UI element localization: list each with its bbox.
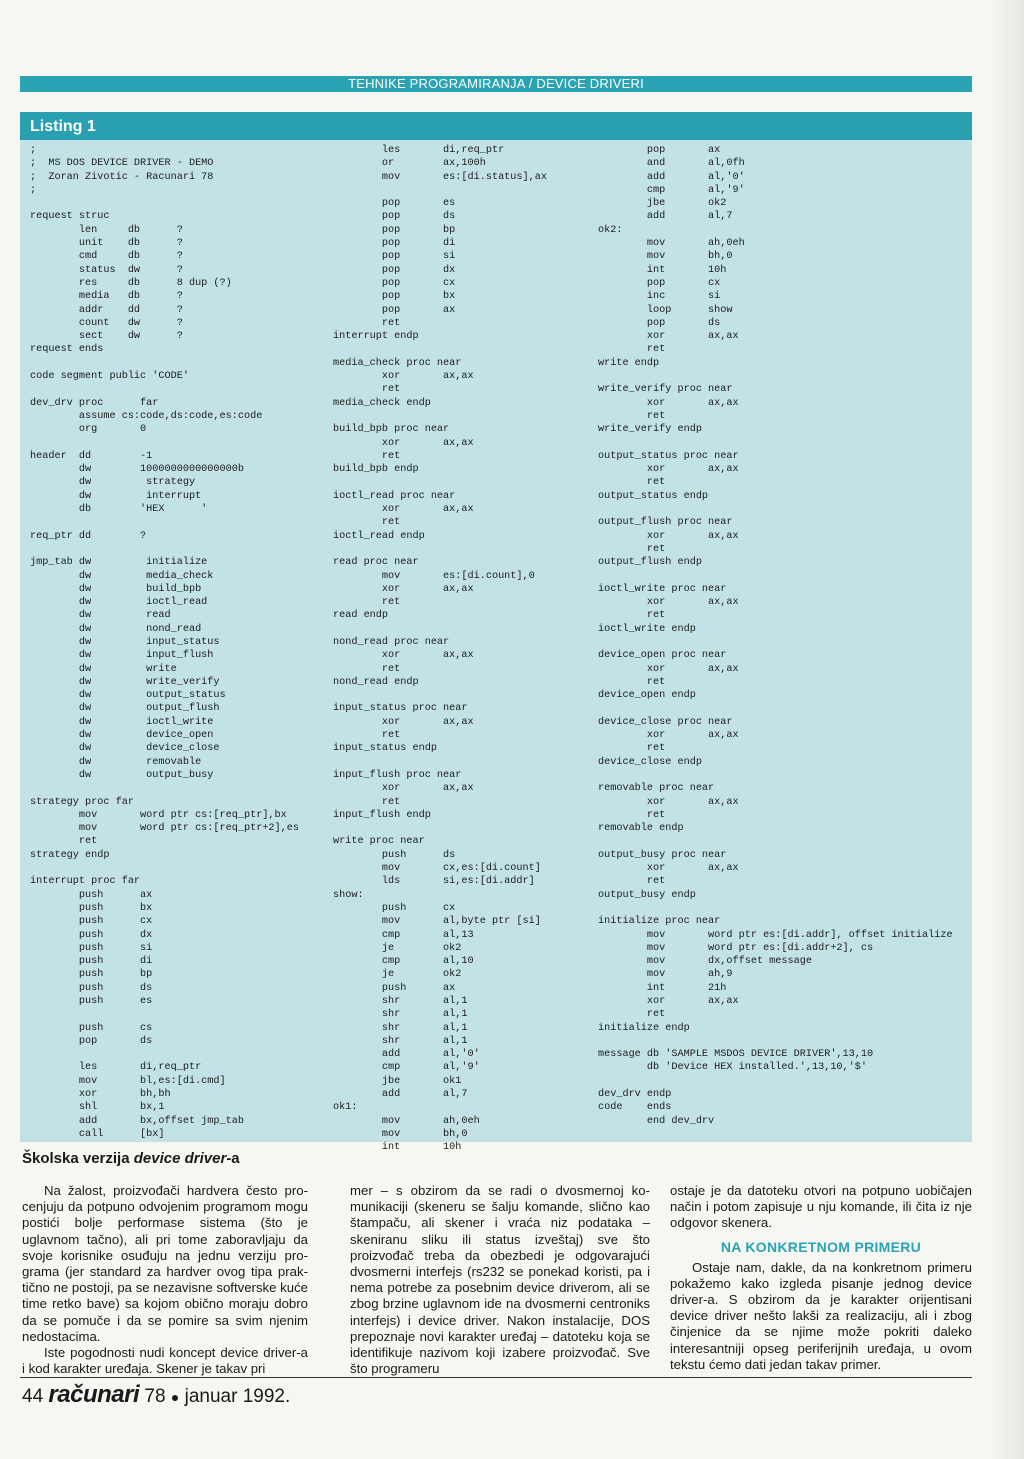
listing-caption	[22, 1150, 240, 1167]
code-column-3: pop ax and al,0fh add al,'0' cmp al,'9' jbe ok2 add al,7 ok2: mov ah,0eh mov bh,0 int 10h pop cx inc si loop show pop ds xor ax,ax ret write endp write_verify proc near xor ax,ax ret write_verify endp output_status proc near xor ax,ax ret output_status endp output_flush proc near xor ax,ax ret output_flush endp ioctl_write proc near xor ax,ax ret ioctl_write endp device_open proc near xor ax,ax ret device_open endp device_close proc near xor ax,ax ret device_close endp removable proc near xor ax,ax ret removable endp output_busy proc near xor ax,ax ret output_busy endp initialize proc near mov word ptr es:[di.addr], offset initialize mov word ptr es:[di.addr+2], cs mov dx,offset message mov ah,9 int 21h xor ax,ax ret initialize endp message db 'SAMPLE MSDOS DEVICE DRIVER',13,10 db 'Device HEX installed.',13,10,'$' dev_drv endp code ends end dev_drv	[598, 145, 953, 1127]
section-header-band: TEHNIKE PROGRAMIRANJA / DEVICE DRIVERI	[20, 76, 972, 92]
issue-date: januar 1992.	[184, 1386, 291, 1407]
caption-text: Školska verzija	[22, 1150, 134, 1167]
caption-italic: device driver	[133, 1150, 227, 1167]
page-edge-shadow	[990, 0, 1024, 1459]
code-column-1: ; ; MS DOS DEVICE DRIVER - DEMO ; Zoran Zivotic - Racunari 78 ; request struc len db ? unit db ? cmd db ? status dw ? res db 8 dup (?) media db ? addr dd ? count dw ? sect dw ? request ends code segment public 'CODE' dev_drv proc far assume cs:code,ds:code,es:code org 0 header dd -1 dw 1000000000000000b dw strategy dw interrupt db 'HEX ' req_ptr dd ? jmp_tab dw initialize dw media_check dw build_bpb dw ioctl_read dw read dw nond_read dw input_status dw input_flush dw write dw write_verify dw output_status dw output_flush dw ioctl_write dw device_open dw device_close dw removable dw output_busy strategy proc far mov word ptr cs:[req_ptr],bx mov word ptr cs:[req_ptr+2],es ret strategy endp interrupt proc far push ax push bx push cx push dx push si push di push bp push ds push es push cs pop ds les di,req_ptr mov bl,es:[di.cmd] xor bh,bh shl bx,1 add bx,offset jmp_tab call [bx]	[30, 145, 299, 1140]
article-column-1	[22, 1183, 308, 1377]
article-paragraph: Iste pogodnosti nudi koncept device driver-a i kod karakter uređaja. Skener je takav pri	[22, 1345, 308, 1377]
article-column-3	[670, 1183, 972, 1373]
listing-title: Listing 1	[20, 112, 972, 140]
page-footer	[22, 1383, 290, 1409]
article-paragraph: mer – s obzirom da se radi o dvosmernoj komunikaciji (skeneru se šalju komande, slično kao štampaču, ali skener i vraća niz podataka – skeniranu sliku ili status izveštaj) sve što proizvođač treba da obezbedi je odgovarajući dvosmerni interfejs (rs232 se ponekad koristi, pa i nema potrebe za posebnim device driverom, ali se zbog brzine uglavnom ide na dvosmerni centroniks interfejs) i device driver. Nakon instalacije, DOS prepoznaje novi karakter uređaj – datoteku koja se identifikuje nazivom koji izabere proizvođač. Sve što programeru	[350, 1183, 650, 1377]
page-number: 44	[22, 1386, 44, 1407]
article-paragraph: Na žalost, proizvođači hardvera često procenjuju da potpuno odvojenim programom mogu postići bolje performase sistema (što je uglavnom tačno), ali pri tome zaboravljaju da svoje korisnike osuđuju na jednu verziju programa (jer standard za hardver ovog tipa praktično ne postoji, pa se nezavisne softverske kuće time retko bave) sa kojom obično moraju dobro da se pomuče i da se pomire sa svim njenim nedostacima.	[22, 1183, 308, 1344]
article-paragraph: ostaje je da datoteku otvori na potpuno uobičajen način i potom zapisuje u nju komande, ili čita iz nje odgovor skenera.	[670, 1183, 972, 1231]
footer-rule	[20, 1377, 972, 1378]
issue-number: 78	[144, 1386, 166, 1407]
magazine-logo: računari	[48, 1381, 140, 1408]
article-column-2	[350, 1183, 650, 1377]
bullet-icon: ●	[170, 1388, 180, 1405]
code-column-2: les di,req_ptr or ax,100h mov es:[di.status],ax pop es pop ds pop bp pop di pop si pop dx pop cx pop bx pop ax ret interrupt endp media_check proc near xor ax,ax ret media_check endp build_bpb proc near xor ax,ax ret build_bpb endp ioctl_read proc near xor ax,ax ret ioctl_read endp read proc near mov es:[di.count],0 xor ax,ax ret read endp nond_read proc near xor ax,ax ret nond_read endp input_status proc near xor ax,ax ret input_status endp input_flush proc near xor ax,ax ret input_flush endp write proc near push ds mov cx,es:[di.count] lds si,es:[di.addr] show: push cx mov al,byte ptr [si] cmp al,13 je ok2 cmp al,10 je ok2 push ax shr al,1 shr al,1 shr al,1 shr al,1 add al,'0' cmp al,'9' jbe ok1 add al,7 ok1: mov ah,0eh mov bh,0 int 10h	[333, 145, 547, 1154]
caption-suffix: -a	[226, 1150, 240, 1167]
article-paragraph: Ostaje nam, dakle, da na konkretnom primeru pokažemo kako izgleda pisanje jednog device driver-a. S obzirom da je karakter orijentisani device driver nešto lakši za realizaciju, ali i zbog činjenice da se njime može pokriti daleko interesantniji opseg periferijnih uređaja, u ovom tekstu ćemo dati jedan takav primer.	[670, 1259, 972, 1372]
article-subheading: NA KONKRETNOM PRIMERU	[720, 1238, 922, 1255]
